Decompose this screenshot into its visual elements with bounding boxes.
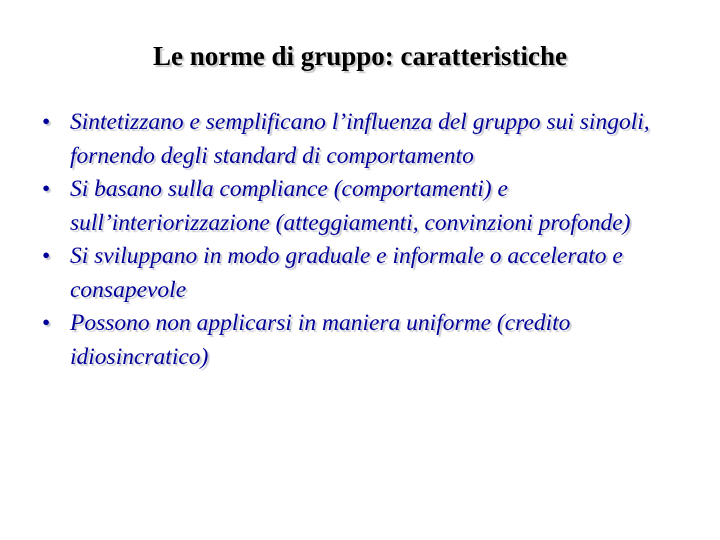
- bullet-dot-icon: •: [42, 310, 51, 336]
- bullet-item: [42, 106, 682, 173]
- bullet-dot-icon: •: [42, 176, 51, 202]
- bullet-list: [42, 106, 682, 374]
- bullet-text: Sintetizzano e semplificano l’influenza del gruppo sui singoli, fornendo degli standard di comportamento: [70, 109, 650, 169]
- bullet-text: Si basano sulla compliance (comportamenti) e sull’interiorizzazione (atteggiamenti, convinzioni profonde): [70, 176, 631, 236]
- bullet-item: [42, 240, 682, 307]
- bullet-dot-icon: •: [42, 109, 51, 135]
- bullet-dot-icon: •: [42, 243, 51, 269]
- slide-title: Le norme di gruppo: caratteristiche: [153, 41, 567, 71]
- bullet-text: Possono non applicarsi in maniera uniforme (credito idiosincratico): [70, 310, 571, 370]
- bullet-item: [42, 173, 682, 240]
- bullet-item: [42, 307, 682, 374]
- bullet-text: Si sviluppano in modo graduale e informale o accelerato e consapevole: [70, 243, 623, 303]
